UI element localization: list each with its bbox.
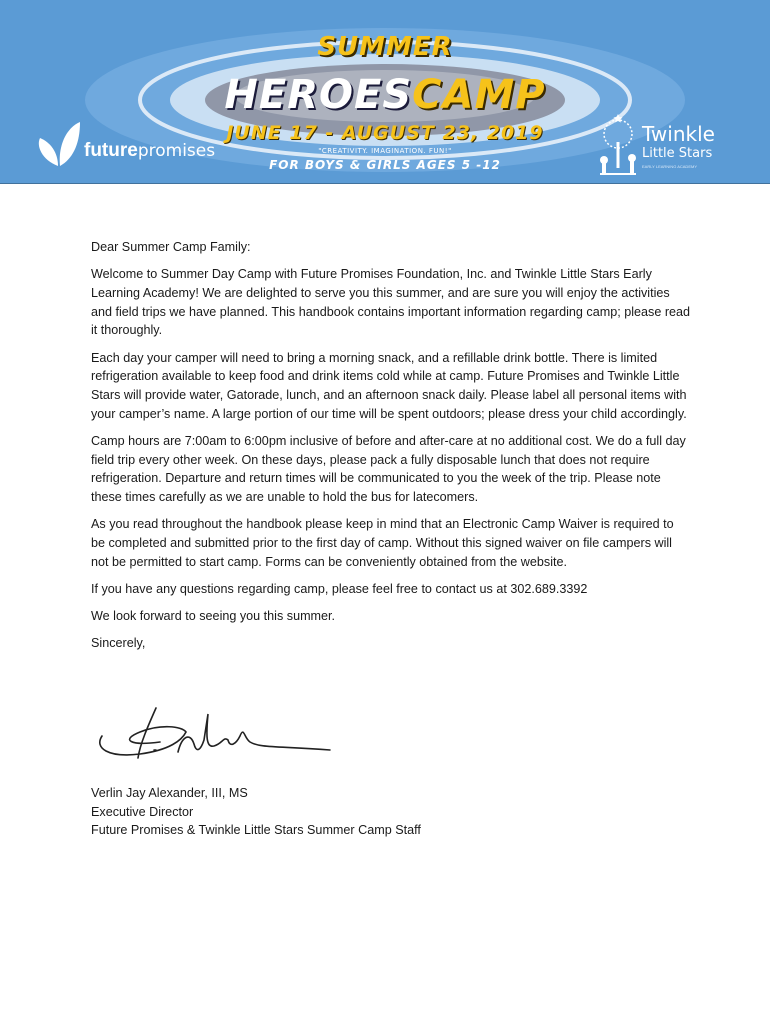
signature-block [91, 784, 691, 840]
future-promises-wordmark [84, 140, 215, 162]
future-promises-logo [36, 120, 236, 170]
letter-body [91, 238, 691, 661]
camp-tagline: "CREATIVITY. IMAGINATION. FUN!" [318, 147, 452, 155]
camp-title-summer: SUMMER [317, 32, 453, 62]
twinkle-little-stars-logo [592, 112, 732, 178]
paragraph-contact: If you have any questions regarding camp, please feel free to contact us at 302.689.3392 [91, 581, 588, 596]
signer-title: Executive Director [91, 804, 194, 819]
twinkle-wordmark: Twinkle [642, 122, 715, 146]
handwritten-signature [90, 696, 350, 770]
closing-sincerely: Sincerely, [91, 636, 146, 651]
paragraph-welcome: Welcome to Summer Day Camp with Future Promises Foundation, Inc. and Twinkle Little Stars Early Learning Academy! We are delighted to serve you this summer, and are sure you will enjoy the activities and field trips we have planned. This handbook contains important information regarding camp; please read it thoroughly. [91, 267, 691, 338]
tree-icon [592, 112, 642, 178]
salutation: Dear Summer Camp Family: [91, 240, 251, 254]
paragraph-supplies: Each day your camper will need to bring a morning snack, and a refillable drink bottle. There is limited refrigeration available to keep food and drink items cold while at camp. Future Promises and Twinkle Little Stars will provide water, Gatorade, lunch, and an afternoon snack daily. Please label all personal items with your camper’s name. A large portion of our time will be spent outdoors; please dress your child accordingly. [91, 350, 687, 421]
paragraph-farewell: We look forward to seeing you this summer. [91, 608, 336, 623]
camp-title-heroes: HEROES [224, 72, 413, 118]
paragraph-waiver: As you read throughout the handbook please keep in mind that an Electronic Camp Waiver is required to be completed and submitted prior to the first day of camp. Without this signed waiver on file campers will not be permitted to start camp. Forms can be conveniently obtained from the website. [91, 517, 674, 569]
camp-dates: JUNE 17 - AUGUST 23, 2019 [226, 122, 544, 144]
butterfly-icon [36, 120, 82, 170]
signer-name: Verlin Jay Alexander, III, MS [91, 786, 248, 800]
little-stars-wordmark: Little Stars [642, 146, 713, 161]
wordmark-promises: promises [137, 141, 216, 161]
signer-organization: Future Promises & Twinkle Little Stars Summer Camp Staff [91, 823, 421, 838]
wordmark-future: future [84, 140, 138, 161]
paragraph-hours: Camp hours are 7:00am to 6:00pm inclusive of before and after-care at no additional cost. We do a full day field trip every other week. On these days, please pack a fully disposable lunch that does not require refrigeration. Departure and return times will be communicated to you the week of the trip. Please note these times carefully as we are unable to hold the bus for latecomers. [91, 433, 686, 504]
camp-ages: FOR BOYS & GIRLS AGES 5 -12 [269, 158, 501, 172]
header-banner [0, 0, 770, 184]
academy-wordmark: EARLY LEARNING ACADEMY [642, 164, 697, 169]
camp-title-camp: CAMP [412, 72, 546, 118]
